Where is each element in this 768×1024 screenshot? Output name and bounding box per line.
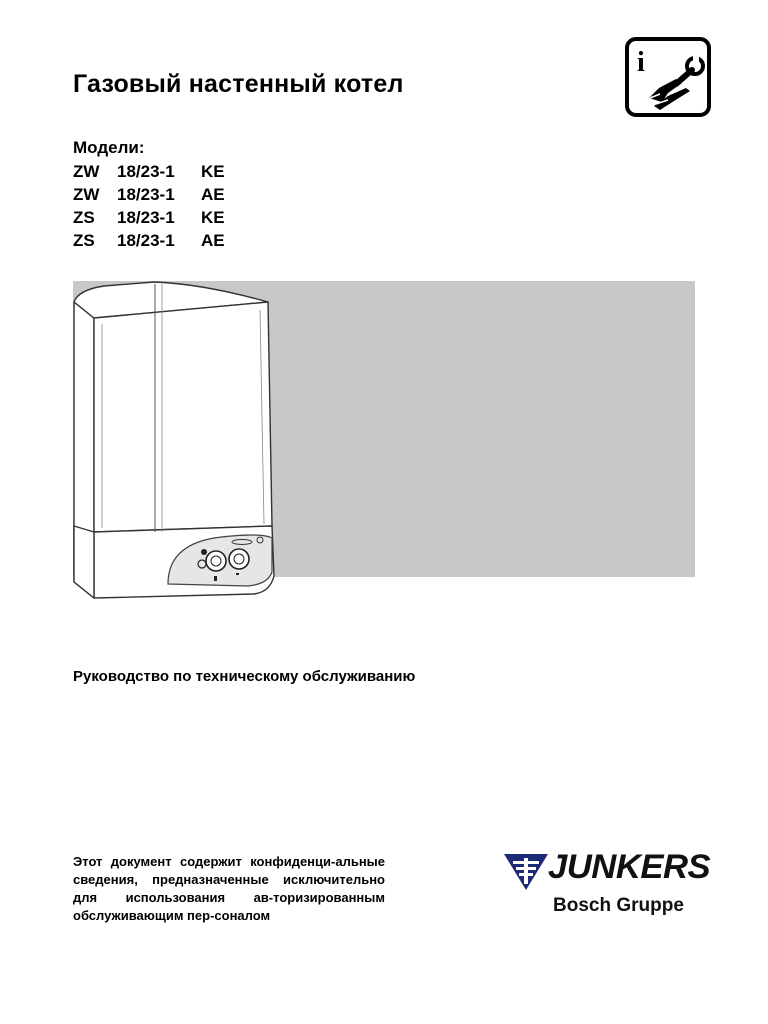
page-title: Газовый настенный котел [73, 70, 404, 98]
document-subtitle: Руководство по техническому обслуживанию [73, 668, 416, 685]
junkers-wordmark: JUNKERS [548, 848, 711, 886]
info-wrench-icon [624, 36, 712, 118]
model-item: ZW 18/23-1 AE [73, 185, 225, 204]
model-item: ZW 18/23-1 KE [73, 162, 225, 181]
junkers-emblem-icon [504, 852, 548, 892]
bosch-gruppe-label: Bosch Gruppe [553, 895, 684, 916]
model-item: ZS 18/23-1 AE [73, 231, 225, 250]
confidentiality-notice: Этот документ содержит конфиденци-альные сведения, предназначенные исключительно для использования ав-торизированным обслуживающим пер-соналом [73, 854, 385, 923]
model-item: ZS 18/23-1 KE [73, 208, 225, 227]
models-list [73, 160, 225, 252]
boiler-illustration [64, 276, 284, 616]
models-heading: Модели: [73, 138, 145, 157]
svg-text:i: i [637, 47, 645, 78]
